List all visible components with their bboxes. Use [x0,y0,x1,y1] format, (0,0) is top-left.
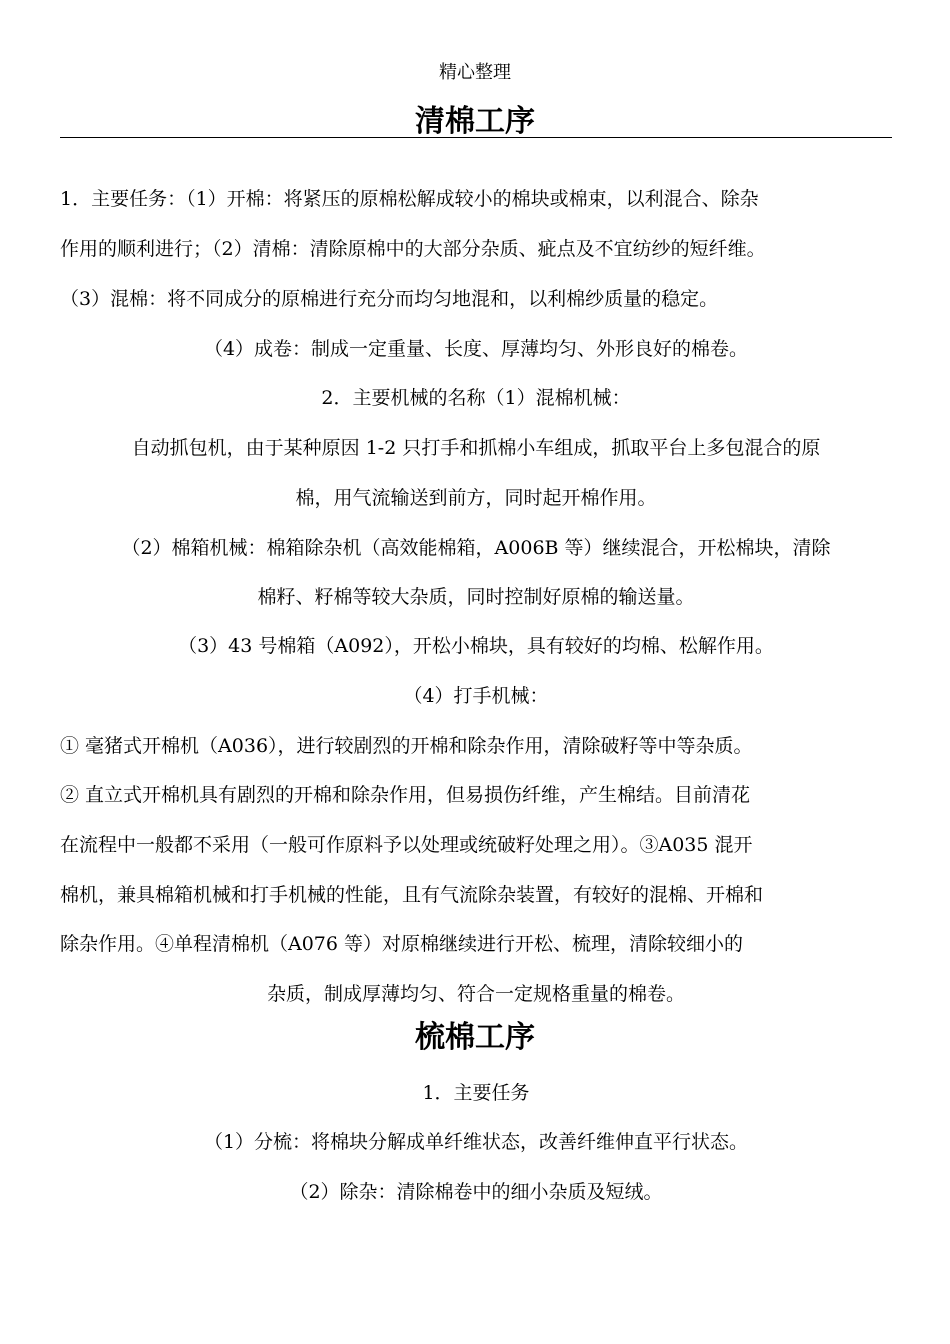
paragraph-line: （4）打手机械： [403,685,549,707]
paragraph-line: （3）混棉：将不同成分的原棉进行充分而均匀地混和，以利棉纱质量的稳定。 [60,288,719,310]
paragraph-line: （1）分梳：将棉块分解成单纤维状态，改善纤维伸直平行状态。 [203,1131,749,1153]
paragraph-line: 2．主要机械的名称（1）混棉机械： [321,387,631,409]
paragraph-line: ② 直立式开棉机具有剧烈的开棉和除杂作用，但易损伤纤维，产生棉结。目前清花 [60,784,751,806]
paragraph-line: 1．主要任务 [422,1082,530,1104]
paragraph-line: 棉籽、籽棉等较大杂质，同时控制好原棉的输送量。 [257,586,695,608]
title-underline [60,137,892,138]
paragraph-line: （2）棉箱机械：棉箱除杂机（高效能棉箱，A006B 等）继续混合，开松棉块，清除 [121,537,831,559]
paragraph-line: （4）成卷：制成一定重量、长度、厚薄均匀、外形良好的棉卷。 [203,338,749,360]
paragraph-line: 1．主要任务：（1）开棉：将紧压的原棉松解成较小的棉块或棉束，以利混合、除杂 [60,188,759,210]
paragraph-line: 棉机，兼具棉箱机械和打手机械的性能，且有气流除杂装置，有较好的混棉、开棉和 [60,884,764,906]
paragraph-line: 杂质，制成厚薄均匀、符合一定规格重量的棉卷。 [266,983,685,1005]
section-title-cleaning: 清棉工序 [415,104,535,139]
paragraph-line: 自动抓包机，由于某种原因 1-2 只打手和抓棉小车组成，抓取平台上多包混合的原 [131,437,821,459]
paragraph-line: 在流程中一般都不采用（一般可作原料予以处理或统破籽处理之用）。③A035 混开 [60,834,753,856]
paragraph-line: （3）43 号棉箱（A092），开松小棉块，具有较好的均棉、松解作用。 [178,635,774,657]
paragraph-line: 除杂作用。④单程清棉机（A076 等）对原棉继续进行开松、梳理，清除较细小的 [60,933,744,955]
paragraph-line: 棉，用气流输送到前方，同时起开棉作用。 [295,487,657,509]
paragraph-line: （2）除杂：清除棉卷中的细小杂质及短绒。 [289,1181,663,1203]
section-title-carding: 梳棉工序 [415,1020,535,1055]
page-header: 精心整理 [439,62,511,83]
paragraph-line: 作用的顺利进行；（2）清棉：清除原棉中的大部分杂质、疵点及不宜纺纱的短纤维。 [60,238,766,260]
paragraph-line: ① 毫猪式开棉机（A036），进行较剧烈的开棉和除杂作用，清除破籽等中等杂质。 [60,735,753,757]
